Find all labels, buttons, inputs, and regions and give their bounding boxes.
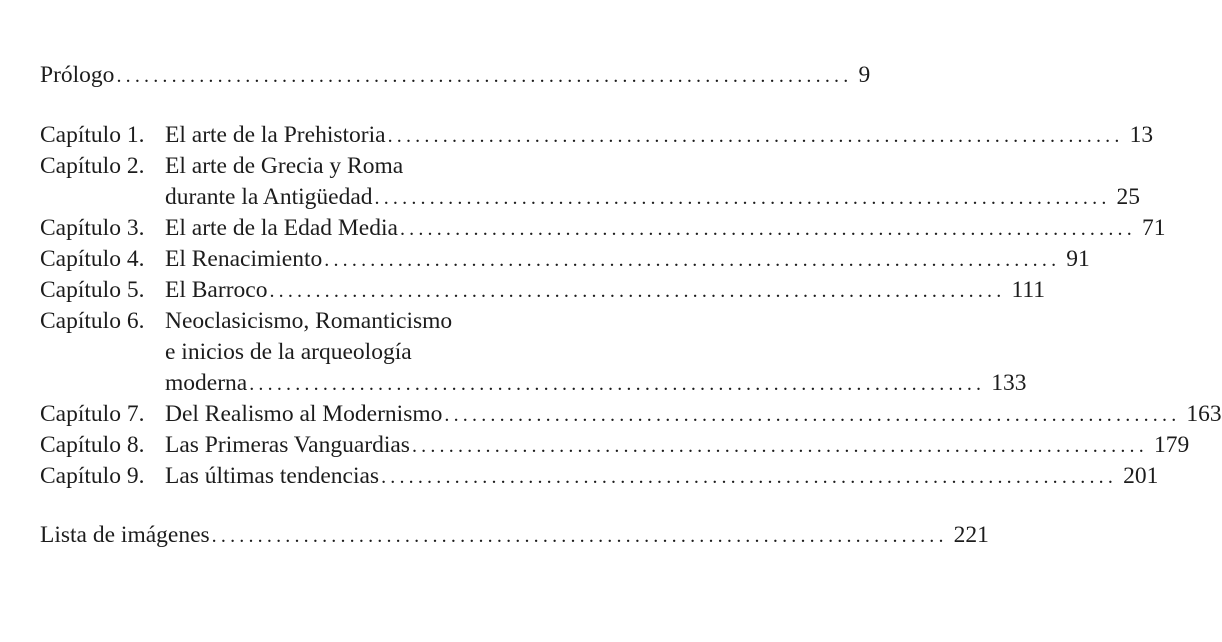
chapter-page: 71 [1141,215,1166,241]
chapter-page: 163 [1186,401,1222,427]
chapter-page: 133 [991,370,1027,396]
toc-entry-page: 221 [953,522,989,548]
toc-entry-chapter-9[interactable] [40,461,1159,492]
chapter-title: Del Realismo al Modernismo [165,401,443,427]
dot-leader: ................................................................................ [399,218,1136,240]
dot-leader: ................................................................................ [411,435,1148,457]
dot-leader: ................................................................................ [116,65,853,87]
chapter-label: Capítulo 2. [40,153,145,179]
chapter-title: El arte de la Prehistoria [165,122,386,148]
chapter-page: 25 [1116,184,1141,210]
toc-entry-prologue[interactable] [40,60,871,91]
toc-entry-chapter-2-continued[interactable] [40,182,1141,213]
chapter-page: 201 [1123,463,1159,489]
toc-entry-chapter-1[interactable] [40,120,1154,151]
chapter-label: Capítulo 3. [40,215,145,241]
toc-entry-chapter-7[interactable] [40,399,1222,430]
chapter-label: Capítulo 5. [40,277,145,303]
chapter-page: 91 [1066,246,1090,272]
dot-leader: ................................................................................ [444,404,1181,426]
dot-leader: ................................................................................ [269,280,1006,302]
dot-leader: ................................................................................ [249,373,986,395]
chapter-label: Capítulo 9. [40,463,145,489]
dot-leader: ................................................................................ [324,249,1061,271]
toc-entry-page: 9 [858,62,871,88]
toc-entry-chapter-6-continued[interactable] [40,337,530,368]
chapter-title: Las Primeras Vanguardias [165,432,410,458]
toc-entry-chapter-4[interactable] [40,244,1090,275]
chapter-title: El Renacimiento [165,246,323,272]
chapter-label: Capítulo 8. [40,432,145,458]
toc-entry-chapter-2[interactable] [40,151,530,182]
toc-entry-chapter-5[interactable] [40,275,1045,306]
chapter-title-continued: e inicios de la arqueología [165,339,412,365]
chapter-label: Capítulo 4. [40,246,145,272]
toc-entry-title: Lista de imágenes [40,522,210,548]
dot-leader: ................................................................................ [211,525,948,547]
dot-leader: ................................................................................ [387,125,1124,147]
chapter-title: El arte de la Edad Media [165,215,398,241]
chapter-title: El arte de Grecia y Roma [165,153,404,179]
chapter-label: Capítulo 7. [40,401,145,427]
toc-entry-chapter-6[interactable] [40,306,530,337]
chapter-title: El Barroco [165,277,268,303]
toc-entry-chapter-6-continued-2[interactable] [40,368,1027,399]
chapter-title-continued: durante la Antigüedad [165,184,373,210]
chapter-title: Las últimas tendencias [165,463,380,489]
toc-entry-images-list[interactable] [40,520,989,551]
chapter-page: 111 [1011,277,1045,303]
toc-entry-chapter-3[interactable] [40,213,1166,244]
table-of-contents [40,60,1222,551]
toc-entry-chapter-8[interactable] [40,430,1190,461]
toc-entry-title: Prólogo [40,62,115,88]
dot-leader: ................................................................................ [374,187,1111,209]
chapter-title-continued: moderna [165,370,248,396]
chapter-page: 179 [1153,432,1190,458]
chapter-page: 13 [1129,122,1154,148]
dot-leader: ................................................................................ [381,466,1118,488]
chapter-label: Capítulo 1. [40,122,145,148]
chapter-label: Capítulo 6. [40,308,145,334]
chapter-title: Neoclasicismo, Romanticismo [165,308,453,334]
